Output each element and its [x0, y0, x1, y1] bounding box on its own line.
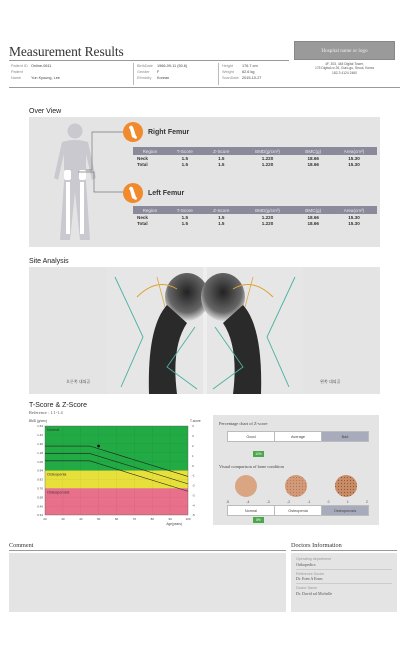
address-line-2: 175 Digital-ro 26, Guro-gu, Seoul, Korea: [314, 66, 374, 71]
cell: 1.5: [218, 214, 225, 220]
col-tscore: T-Score: [167, 147, 203, 155]
y-tick-label: 0.94: [37, 468, 43, 473]
patient-marker: [97, 445, 100, 448]
cell: 1.220: [261, 214, 274, 220]
y2-axis-label: T-score: [190, 419, 201, 423]
y2-tick-label: 2: [192, 443, 194, 448]
y-tick-label: 0.34: [37, 513, 43, 518]
y2-tick-label: 3: [192, 434, 194, 439]
left-femur-badge: [123, 183, 143, 203]
cell: 1.220: [261, 221, 274, 227]
doctor-row-divider: [296, 583, 392, 584]
left-femur-label: 왼쪽 대퇴골: [320, 379, 341, 384]
cell: 1.220: [261, 162, 274, 168]
cell: 1.220: [261, 155, 274, 161]
x-tick-label: 90: [168, 517, 172, 521]
zscore-average: Average: [275, 432, 322, 441]
cell: 15.30: [348, 155, 360, 161]
gender-row: Gender F: [137, 70, 160, 75]
y-tick-label: 0.58: [37, 495, 43, 500]
scale-tick: -1: [307, 500, 311, 504]
xray-images: [107, 267, 303, 394]
scale-tick: -3: [266, 500, 270, 504]
right-femur-xray: [107, 267, 209, 394]
cell: 18.66: [307, 214, 319, 220]
cell: 15.30: [348, 221, 360, 227]
x-tick-label: 80: [150, 517, 154, 521]
zscore-bad: Bad: [322, 432, 368, 441]
weight-row: Weight 62.6 kg: [222, 70, 255, 75]
cell: Total: [137, 162, 148, 168]
header-bottom-line: [9, 87, 400, 88]
address-line-1: 4F, 303, 448 Digital Tower,: [325, 62, 364, 66]
x-tick-label: 60: [114, 517, 119, 521]
bmd-chart: [28, 417, 210, 527]
birthdate-row: BirthDate 1966-09-11 (50.6): [137, 64, 188, 68]
cell: 1.5: [218, 155, 225, 161]
cell: 1.5: [181, 214, 188, 220]
hospital-logo: Hospital name or logo: [294, 41, 395, 60]
left-femur-title: Left Femur: [148, 190, 185, 197]
demographics-info: [137, 63, 187, 82]
normal-bone-icon: [235, 475, 257, 497]
scale-tick: 1: [346, 500, 349, 504]
visual-osteoporosis: Osteoporosis: [322, 506, 368, 515]
doctor-name-label: Doctor Name: [296, 586, 318, 591]
cell: Total: [137, 221, 148, 227]
right-femur-badge: [123, 122, 143, 142]
patient-id-row: Patient ID Online-0611: [11, 64, 52, 68]
reference-text: Reference : 1.1-1.4: [29, 410, 63, 415]
cell: 1.5: [181, 162, 188, 168]
cell: 18.66: [307, 155, 319, 161]
y2-tick-label: -1: [192, 473, 195, 478]
header-divider-1: [133, 63, 134, 85]
doctor-info-box: [291, 553, 397, 612]
doctor-info-title: Doctors Information: [291, 542, 342, 549]
scale-tick: 2: [366, 500, 368, 504]
cell: 18.66: [307, 221, 319, 227]
femur-bone-icon: [123, 122, 143, 142]
x-tick-label: 70: [132, 517, 137, 521]
bone-samples: [229, 473, 365, 499]
visual-normal: Normal: [228, 506, 275, 515]
zscore-title: Percentage chart of Z-score: [219, 421, 268, 426]
y2-tick-label: -2: [192, 483, 195, 488]
right-femur-title: Right Femur: [148, 129, 190, 136]
tz-title: T-Score & Z-Score: [29, 402, 87, 409]
x-axis-label: Age(years): [166, 522, 182, 526]
col-bmd: BMD(g/cm²): [240, 147, 296, 155]
ethnicity-row: Ethnicity Korean: [137, 76, 170, 81]
y2-tick-label: -4: [192, 503, 195, 508]
col-area: Area(cm²): [331, 147, 377, 155]
table-header: [133, 206, 377, 214]
cell: 1.5: [181, 155, 188, 161]
y2-tick-label: -5: [192, 513, 195, 518]
cell: 15.30: [348, 214, 360, 220]
reference-doctor-value: Dr. Eren A Ersm: [296, 576, 323, 582]
y-tick-label: 1.30: [37, 442, 43, 446]
right-femur-table: [133, 147, 377, 168]
callout-lines-icon: [78, 128, 128, 198]
zone-label: Osteopenia: [47, 472, 67, 477]
table-row: [133, 162, 377, 169]
patient-name-row: Patient Name Yun Kyoung, Lee: [11, 70, 60, 81]
comment-title: Comment: [9, 542, 34, 549]
femur-bone-icon: [123, 183, 143, 203]
col-bmd: BMD(g/cm²): [240, 206, 296, 214]
cell: Neck: [137, 155, 148, 161]
y-axis-label: BMD (g/cm²): [29, 419, 48, 423]
visual-bar: [227, 505, 369, 516]
visual-osteopenia: Osteopenia: [275, 506, 322, 515]
address-line-3: 182-3 4124 2460: [332, 70, 357, 75]
x-tick-label: 40: [79, 517, 83, 521]
header-divider: [9, 60, 289, 61]
scale-tick: -5: [226, 500, 230, 504]
scan-info: [222, 63, 261, 82]
doctor-row-divider: [296, 569, 392, 570]
y-tick-label: 1.42: [37, 433, 43, 438]
zscore-bar: [227, 431, 369, 442]
zone-label: Osteoporosis: [47, 490, 70, 495]
patient-info: [11, 63, 60, 82]
height-row: Height 176.7 cm: [222, 64, 258, 68]
x-tick-label: 30: [61, 517, 65, 521]
y2-tick-label: 0: [192, 463, 194, 468]
cell: 15.30: [348, 162, 360, 168]
y2-tick-label: 1: [192, 453, 194, 458]
y-tick-label: 1.18: [37, 450, 43, 455]
scandate-row: ScanDate 2015-10-27: [222, 76, 262, 81]
left-femur-xray: [201, 267, 303, 394]
col-zscore: Z-Score: [203, 147, 240, 155]
right-femur-label: 오른쪽 대퇴골: [66, 379, 91, 384]
doctor-divider: [291, 550, 397, 551]
left-femur-table: [133, 206, 377, 227]
y-tick-label: 0.46: [37, 504, 43, 509]
zscore-good: Good: [228, 432, 275, 441]
cell: 18.66: [307, 162, 319, 168]
col-zscore: Z-Score: [203, 206, 240, 214]
hospital-address: [294, 62, 395, 75]
visual-pct-badge: 8%: [253, 517, 264, 523]
x-tick-label: 50: [96, 517, 101, 521]
zscore-pct-badge: 10%: [253, 451, 264, 457]
scale-tick: -2: [286, 500, 290, 504]
x-tick-label: 100: [185, 517, 191, 521]
col-bmc: BMC(g): [295, 206, 331, 214]
doctor-name-value: Dr. David ral Michelle: [296, 590, 333, 596]
comment-box[interactable]: [9, 553, 286, 612]
zone-label: Normal: [47, 428, 60, 432]
y2-tick-label: -3: [192, 493, 195, 498]
col-region: Region: [133, 206, 167, 214]
reference-doctor-label: Reference Doctor: [296, 571, 325, 576]
x-tick-label: 20: [43, 517, 47, 521]
cell: 1.5: [218, 221, 225, 227]
y-tick-label: 1.06: [37, 459, 43, 464]
col-tscore: T-Score: [167, 206, 203, 214]
visual-title: Visual comparison of bone condition: [219, 464, 284, 469]
comment-divider: [9, 550, 286, 551]
scale-tick: -4: [246, 500, 250, 504]
y-tick-label: 1.54: [37, 424, 43, 429]
y-tick-label: 0.82: [37, 477, 43, 482]
header-divider-2: [218, 63, 219, 85]
col-area: Area(cm²): [331, 206, 377, 214]
overview-title: Over View: [29, 108, 62, 115]
table-row: [133, 221, 377, 228]
col-region: Region: [133, 147, 167, 155]
y2-tick-label: 4: [192, 424, 194, 429]
cell: 1.5: [181, 221, 188, 227]
page-title: Measurement Results: [9, 44, 124, 59]
y-tick-label: 0.70: [37, 486, 43, 491]
col-bmc: BMC(g): [295, 147, 331, 155]
cell: 1.5: [218, 162, 225, 168]
department-value: Orthopedics: [296, 561, 316, 567]
site-analysis-title: Site Analysis: [29, 258, 69, 265]
department-label: Operating department: [296, 557, 331, 561]
table-header: [133, 147, 377, 155]
scale-tick: 0: [327, 500, 330, 504]
cell: Neck: [137, 214, 148, 220]
